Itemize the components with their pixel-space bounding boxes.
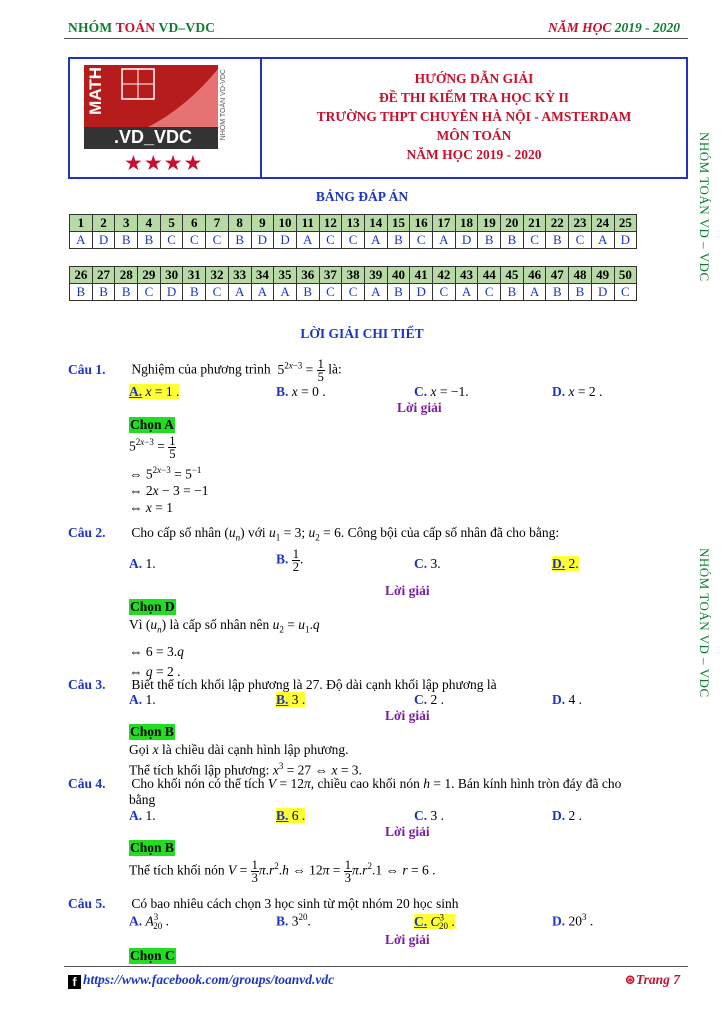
question-1-label: Câu 1. <box>68 361 106 377</box>
answer-num-cell: 25 <box>614 215 637 232</box>
answer-val-cell: D <box>274 232 297 249</box>
q2-option-b[interactable]: B. $\frac{1}{2}$ . <box>276 547 304 574</box>
detail-title: LỜI GIẢI CHI TIẾT <box>300 326 424 341</box>
answer-num-cell: 14 <box>364 215 387 232</box>
question-5-text: Có bao nhiêu cách chọn 3 học sinh từ một nhóm 20 học sinh <box>131 896 459 911</box>
answer-val-cell: B <box>138 232 161 249</box>
answer-val-cell: A <box>70 232 93 249</box>
answer-num-cell: 20 <box>501 215 524 232</box>
answer-num-cell: 22 <box>546 215 569 232</box>
logo-vd-text: .VD_VDC <box>114 127 193 147</box>
answer-num-cell: 27 <box>92 267 115 284</box>
question-4-text-d: bằng <box>129 792 156 807</box>
answer-num-cell: 49 <box>591 267 614 284</box>
question-4-text-c: . Bán kính hình tròn đáy đã cho <box>451 776 622 791</box>
answer-val-cell: B <box>387 284 410 301</box>
q3-option-c[interactable]: C. 2 . <box>414 692 444 707</box>
answer-val-cell: D <box>410 284 433 301</box>
answer-num-cell: 42 <box>433 267 456 284</box>
question-2-label: Câu 2. <box>68 525 106 540</box>
answer-num-cell: 43 <box>455 267 478 284</box>
side-watermark-top: NHÓM TOÁN VD – VDC <box>697 132 712 282</box>
q1-solution: $5^{2x-3}$ = $\frac{1}{5}$ ⇔ $5^{2x-3} = 5^{-1}$ ⇔ 2x − 3 = −1 ⇔ x = 1 <box>129 433 209 516</box>
answer-val-cell: B <box>501 284 524 301</box>
question-5-label: Câu 5. <box>68 896 106 911</box>
q2-option-a[interactable]: A. 1. <box>129 556 156 571</box>
answer-num-cell: 35 <box>274 267 297 284</box>
q1-option-d[interactable]: D. x = 2 . <box>552 384 603 399</box>
answer-num-cell: 40 <box>387 267 410 284</box>
answer-num-cell: 6 <box>183 215 206 232</box>
question-2-text-b: với <box>247 525 266 540</box>
q4-option-b[interactable]: B. 6 . <box>276 808 306 823</box>
answer-val-cell: C <box>138 284 161 301</box>
facebook-icon: f <box>68 975 81 989</box>
q3-option-a[interactable]: A. 1. <box>129 692 156 707</box>
answer-val-cell: C <box>478 284 501 301</box>
answer-val-cell: C <box>569 232 592 249</box>
question-1-equation: $5^{2x-3}$ = $\frac{1}{5}$ <box>274 356 324 384</box>
answer-num-cell: 38 <box>342 267 365 284</box>
answer-num-cell: 46 <box>523 267 546 284</box>
question-4-label: Câu 4. <box>68 776 106 791</box>
q3-solution-text-b: là chiều dài cạnh hình lập phương. <box>162 742 349 757</box>
question-3-text: Biết thể tích khối lập phương là 27. Độ dài cạnh khối lập phương là <box>131 677 497 692</box>
answer-val-cell: B <box>478 232 501 249</box>
side-watermark-bottom: NHÓM TOÁN VD – VDC <box>697 548 712 698</box>
answer-num-cell: 29 <box>138 267 161 284</box>
q3-solution-text-a: Gọi <box>129 742 150 757</box>
q5-option-d[interactable]: D. $20^3$ . <box>552 912 594 929</box>
answer-num-cell: 17 <box>433 215 456 232</box>
answer-table-1 <box>69 214 637 249</box>
q2-solution-text-a: Vì <box>129 617 143 632</box>
q5-solution-heading: Lời giải <box>385 932 430 947</box>
question-1-text: Nghiệm của phương trình <box>131 361 271 377</box>
answer-num-cell: 28 <box>115 267 138 284</box>
q3-solution-heading: Lời giải <box>385 708 430 723</box>
logo-math-text: MATH <box>86 67 105 115</box>
answer-val-cell: B <box>115 284 138 301</box>
answer-val-cell: D <box>614 232 637 249</box>
answer-val-cell: B <box>70 284 93 301</box>
q3-solution: Gọi x là chiều dài cạnh hình lập phương. Thể tích khối lập phương: $x^3 = 27$ ⇔ x = 3. <box>129 742 362 778</box>
q5-chosen-answer: Chọn C <box>130 948 175 963</box>
footer-link-text: https://www.facebook.com/groups/toanvd.vdc <box>83 972 335 987</box>
title-line-4: MÔN TOÁN <box>436 128 512 143</box>
answer-val-cell: B <box>546 284 569 301</box>
answer-num-cell: 5 <box>160 215 183 232</box>
question-4-text-b: , chiều cao khối nón <box>310 776 420 791</box>
answer-num-cell: 36 <box>296 267 319 284</box>
answer-val-cell: A <box>455 284 478 301</box>
footer-page-number <box>625 972 680 988</box>
question-2-text-a: Cho cấp số nhân <box>131 525 221 540</box>
q5-option-b[interactable]: B. $3^{20}$. <box>276 912 311 929</box>
q1-option-b[interactable]: B. x = 0 . <box>276 384 326 399</box>
q4-option-c[interactable]: C. 3 . <box>414 808 444 823</box>
question-1 <box>68 357 342 383</box>
q1-solution-heading: Lời giải <box>397 400 442 415</box>
answer-val-cell: A <box>433 232 456 249</box>
answer-num-cell: 19 <box>478 215 501 232</box>
title-line-1: HƯỚNG DẪN GIẢI <box>414 71 534 86</box>
answer-num-cell: 45 <box>501 267 524 284</box>
answer-val-cell: D <box>251 232 274 249</box>
header-school-year: NĂM HỌC 2019 - 2020 <box>547 20 680 35</box>
answer-num-cell: 16 <box>410 215 433 232</box>
question-3 <box>68 676 497 693</box>
question-3-label: Câu 3. <box>68 677 106 692</box>
answer-val-cell: C <box>183 232 206 249</box>
answer-num-cell: 31 <box>183 267 206 284</box>
answer-num-cell: 9 <box>251 215 274 232</box>
answer-val-cell: B <box>501 232 524 249</box>
q2-solution: Vì $(u_n)$ là cấp số nhân nên $u_2 = u_1.q$ ⇔ 6 = 3.q ⇔ q = 2 . <box>129 617 320 679</box>
answer-num-cell: 37 <box>319 267 342 284</box>
answer-val-cell: C <box>160 232 183 249</box>
answer-val-cell: A <box>251 284 274 301</box>
answer-num-cell: 12 <box>319 215 342 232</box>
answer-num-cell: 8 <box>228 215 251 232</box>
logo-stars: ★★★★ <box>124 151 204 175</box>
q5-option-a[interactable]: A. $A^3_{20}$ . <box>129 912 169 932</box>
answer-num-cell: 3 <box>115 215 138 232</box>
answer-num-cell: 18 <box>455 215 478 232</box>
answer-val-cell: C <box>433 284 456 301</box>
q5-option-c[interactable]: C. $C^3_{20}$ . <box>414 912 455 932</box>
title-line-3: TRƯỜNG THPT CHUYÊN HÀ NỘI - AMSTERDAM <box>316 109 632 124</box>
answer-val-cell: C <box>614 284 637 301</box>
answer-num-cell: 7 <box>206 215 229 232</box>
q2-solution-text-b: là cấp số nhân nên <box>169 617 270 632</box>
answer-val-cell: C <box>206 284 229 301</box>
q4-solution: Thể tích khối nón V = $\frac{1}{3}$ $\pi.r^2.h$ ⇔ 12π = $\frac{1}{3}$ $\pi.r^2.1$ ⇔ r = 6 . <box>129 857 436 885</box>
q3-chosen-answer: Chọn B <box>130 724 174 739</box>
answer-num-cell: 48 <box>569 267 592 284</box>
question-5 <box>68 895 459 912</box>
answer-val-cell: D <box>92 232 115 249</box>
answer-val-cell: B <box>387 232 410 249</box>
answer-val-cell: C <box>410 232 433 249</box>
q3-option-b[interactable]: B. 3 . <box>276 692 306 707</box>
answer-num-cell: 11 <box>296 215 319 232</box>
answer-num-cell: 30 <box>160 267 183 284</box>
answer-num-cell: 47 <box>546 267 569 284</box>
answer-val-cell: D <box>455 232 478 249</box>
answer-val-cell: D <box>160 284 183 301</box>
answer-num-cell: 41 <box>410 267 433 284</box>
answer-num-cell: 23 <box>569 215 592 232</box>
answer-num-cell: 32 <box>206 267 229 284</box>
answer-num-cell: 34 <box>251 267 274 284</box>
answer-num-cell: 26 <box>70 267 93 284</box>
q4-option-a[interactable]: A. 1. <box>129 808 156 823</box>
answer-table-title: BẢNG ĐÁP ÁN <box>315 189 409 204</box>
answer-val-cell: C <box>319 284 342 301</box>
answer-val-cell: A <box>274 284 297 301</box>
q4-chosen-answer: Chọn B <box>130 840 174 855</box>
header-group-name: NHÓM TOÁN VD–VDC <box>68 20 216 35</box>
answer-val-cell: A <box>228 284 251 301</box>
answer-val-cell: A <box>523 284 546 301</box>
question-2-text-c: . Công bội của cấp số nhân đã cho bằng: <box>340 525 560 540</box>
title-line-5: NĂM HỌC 2019 - 2020 <box>406 147 542 162</box>
document-title <box>262 59 686 177</box>
answer-num-cell: 13 <box>342 215 365 232</box>
answer-table-2 <box>69 266 637 301</box>
answer-val-cell: C <box>342 232 365 249</box>
answer-num-cell: 33 <box>228 267 251 284</box>
answer-num-cell: 21 <box>523 215 546 232</box>
q4-option-d[interactable]: D. 2 . <box>552 808 582 823</box>
q3-option-d[interactable]: D. 4 . <box>552 692 582 707</box>
question-2: Câu 2. Cho cấp số nhân $(u_n)$ với $u_1 = 3$; $u_2 = 6$. Công bội của cấp số nhân đã cho bằng: <box>68 525 560 543</box>
answer-val-cell: C <box>206 232 229 249</box>
answer-val-cell: B <box>228 232 251 249</box>
page-icon: ⊛ <box>624 972 636 987</box>
answer-num-cell: 4 <box>138 215 161 232</box>
answer-val-cell: B <box>92 284 115 301</box>
group-logo <box>70 59 262 177</box>
answer-val-cell: A <box>296 232 319 249</box>
footer-divider <box>64 966 688 967</box>
answer-val-cell: A <box>364 284 387 301</box>
answer-num-cell: 50 <box>614 267 637 284</box>
title-box <box>68 57 688 179</box>
q2-solution-heading: Lời giải <box>385 583 430 598</box>
answer-val-cell: A <box>591 232 614 249</box>
answer-val-cell: B <box>115 232 138 249</box>
answer-val-cell: C <box>523 232 546 249</box>
answer-val-cell: B <box>569 284 592 301</box>
answer-val-cell: A <box>364 232 387 249</box>
q4-solution-text: Thể tích khối nón <box>129 862 225 878</box>
answer-val-cell: B <box>546 232 569 249</box>
answer-val-cell: C <box>319 232 342 249</box>
q1-option-c[interactable]: C. x = −1. <box>414 384 469 399</box>
header-divider <box>64 38 688 39</box>
q1-option-a[interactable]: A. x = 1 . <box>129 384 180 399</box>
question-1-tail: là: <box>328 361 342 377</box>
answer-num-cell: 24 <box>591 215 614 232</box>
question-4-text-a: Cho khối nón có thể tích <box>131 776 265 791</box>
answer-num-cell: 15 <box>387 215 410 232</box>
q4-solution-heading: Lời giải <box>385 824 430 839</box>
answer-num-cell: 44 <box>478 267 501 284</box>
logo-side-text: NHÓM TOÁN VD-VDC <box>220 69 227 141</box>
answer-num-cell: 1 <box>70 215 93 232</box>
q2-option-d[interactable]: D. 2. <box>552 556 579 571</box>
title-line-2: ĐỀ THI KIỂM TRA HỌC KỲ II <box>378 90 570 105</box>
answer-num-cell: 10 <box>274 215 297 232</box>
q2-chosen-answer: Chọn D <box>130 599 175 614</box>
q1-chosen-answer: Chọn A <box>130 417 174 432</box>
q3-solution-text-c: Thể tích khối lập phương: <box>129 762 270 778</box>
footer-page-text: Trang 7 <box>635 972 680 987</box>
answer-val-cell: C <box>342 284 365 301</box>
answer-val-cell: D <box>591 284 614 301</box>
answer-val-cell: B <box>183 284 206 301</box>
answer-num-cell: 39 <box>364 267 387 284</box>
footer-facebook-link[interactable] <box>68 972 334 989</box>
answer-val-cell: B <box>296 284 319 301</box>
answer-num-cell: 2 <box>92 215 115 232</box>
question-4: Câu 4. Cho khối nón có thể tích V = 12π, chiều cao khối nón h = 1. Bán kính hình tròn đáy đã cho <box>68 776 622 791</box>
q2-option-c[interactable]: C. 3. <box>414 556 441 571</box>
